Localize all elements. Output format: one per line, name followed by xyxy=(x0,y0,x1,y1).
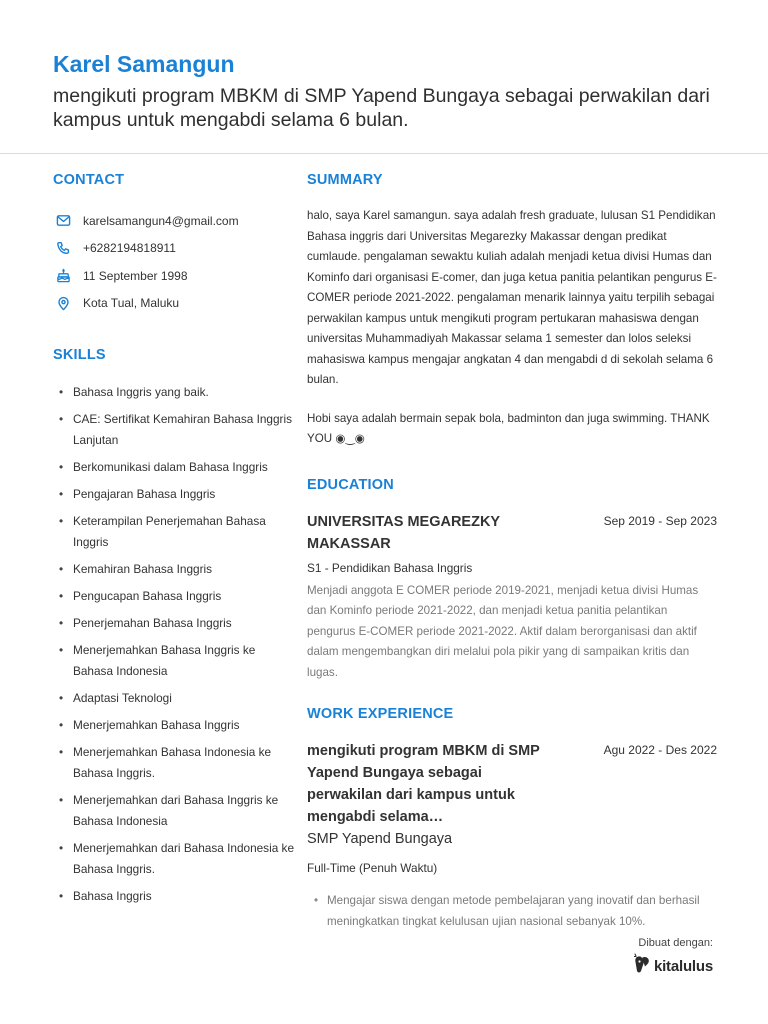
skill-item: • Berkomunikasi dalam Bahasa Inggris xyxy=(53,457,298,478)
resume-header xyxy=(53,50,733,132)
education-school: UNIVERSITAS MEGAREZKY MAKASSAR xyxy=(307,513,500,552)
contact-birthdate-text: 11 September 1998 xyxy=(83,268,188,283)
cake-icon xyxy=(54,267,72,285)
education-section-title: EDUCATION xyxy=(307,476,394,493)
work-dates: Agu 2022 - Des 2022 xyxy=(603,743,717,757)
candidate-headline: mengikuti program MBKM di SMP Yapend Bungaya sebagai perwakilan dari kampus untuk mengabdi selama 6 bulan. xyxy=(53,85,710,131)
brand-name: kitalulus xyxy=(653,958,713,975)
left-column xyxy=(53,171,293,913)
footer-branding xyxy=(593,936,713,980)
contact-phone-text: +6282194818911 xyxy=(83,241,176,256)
skill-item: • Menerjemahkan Bahasa Indonesia ke Bahasa Inggris. xyxy=(53,742,298,784)
summary-paragraph: halo, saya Karel samangun. saya adalah fresh graduate, lulusan S1 Pendidikan Bahasa inggris dari Universitas Megarezky Makassar dengan predikat cumlaude. pengalaman sewaktu kuliah adalah menjadi ketua divisi Humas dan Kominfo dari organisasi E-comer, dan juga ketua panitia pelantikan pengurus E-COMER periode 2021-2022. pengalaman menarik lainnya yaitu terpilih sebagai perwakilan kampus untuk mengikuti program pertukaran mahasiswa dengan universitas Muhammadiyah Makassar selama 1 semester dan lolos seleksi mahasiswa kampus mengajar angkatan 4 dan mengabdi d di sekolah selama 6 bulan. xyxy=(307,209,717,386)
contact-email-text: karelsamangun4@gmail.com xyxy=(83,213,239,228)
work-employment-type: Full-Time (Penuh Waktu) xyxy=(307,861,438,875)
work-company: SMP Yapend Bungaya xyxy=(307,831,453,847)
education-degree: S1 - Pendidikan Bahasa Inggris xyxy=(307,560,473,575)
skill-item: • Menerjemahkan Bahasa Inggris xyxy=(53,715,298,736)
skill-item: • Menerjemahkan dari Bahasa Inggris ke Bahasa Indonesia xyxy=(53,790,298,832)
education-dates: Sep 2019 - Sep 2023 xyxy=(603,513,717,528)
contact-email[interactable] xyxy=(53,207,293,235)
summary-section-title: SUMMARY xyxy=(307,172,383,188)
education-description: Menjadi anggota E COMER periode 2019-2021, menjadi ketua divisi Humas dan Kominfo periode 2021-2022, dan menjadi ketua panitia pelantikan pengurus E-COMER periode 2021-2022. Aktif dalam berorganisasi dan aktif dalam mengembangkan diri melalui pola pikir yang di sampaikan kritis dan lugas. xyxy=(307,583,699,679)
summary-body xyxy=(307,206,717,450)
summary-paragraph: Hobi saya adalah bermain sepak bola, badminton dan juga swimming. THANK YOU ◉‿◉ xyxy=(307,411,710,445)
skill-item: • Bahasa Inggris xyxy=(53,886,298,907)
skill-item: • CAE: Sertifikat Kemahiran Bahasa Inggris Lanjutan xyxy=(53,409,298,451)
contact-location xyxy=(53,290,293,318)
kitalulus-logo-icon xyxy=(634,953,654,980)
skill-item: • Bahasa Inggris yang baik. xyxy=(53,382,298,403)
header-divider xyxy=(0,153,768,154)
skill-item: • Pengucapan Bahasa Inggris xyxy=(53,586,298,607)
brand-row[interactable] xyxy=(593,953,713,980)
phone-icon xyxy=(54,239,72,257)
location-pin-icon xyxy=(54,294,72,312)
contact-phone[interactable] xyxy=(53,235,293,263)
contact-location-text: Kota Tual, Maluku xyxy=(83,296,180,311)
contact-birthdate xyxy=(53,262,293,290)
contact-list xyxy=(53,207,293,317)
skill-item: • Menerjemahkan dari Bahasa Indonesia ke Bahasa Inggris. xyxy=(53,838,298,880)
skill-item: • Keterampilan Penerjemahan Bahasa Inggris xyxy=(53,511,298,553)
skill-item: • Pengajaran Bahasa Inggris xyxy=(53,484,298,505)
contact-section-title: CONTACT xyxy=(53,172,125,188)
candidate-name: Karel Samangun xyxy=(53,51,235,77)
right-column xyxy=(307,171,717,932)
skills-section-title: SKILLS xyxy=(53,347,106,363)
work-section-title: WORK EXPERIENCE xyxy=(307,706,454,722)
work-bullet: • Mengajar siswa dengan metode pembelajaran yang inovatif dan berhasil meningkatkan tingkat kelulusan ujian nasional sebanyak 10%. xyxy=(307,890,717,932)
work-position: mengikuti program MBKM di SMP Yapend Bungaya sebagai perwakilan dari kampus untuk mengabdi selama… xyxy=(307,743,540,825)
work-entry-header xyxy=(307,740,717,828)
skill-item: • Menerjemahkan Bahasa Inggris ke Bahasa Indonesia xyxy=(53,640,298,682)
skills-list xyxy=(53,382,293,907)
skill-item: • Kemahiran Bahasa Inggris xyxy=(53,559,298,580)
skill-item: • Adaptasi Teknologi xyxy=(53,688,298,709)
skill-item: • Penerjemahan Bahasa Inggris xyxy=(53,613,298,634)
mail-icon xyxy=(54,212,72,230)
education-entry-header xyxy=(307,511,717,555)
made-with-label: Dibuat dengan: xyxy=(638,937,713,949)
work-bullet-list xyxy=(307,890,717,932)
